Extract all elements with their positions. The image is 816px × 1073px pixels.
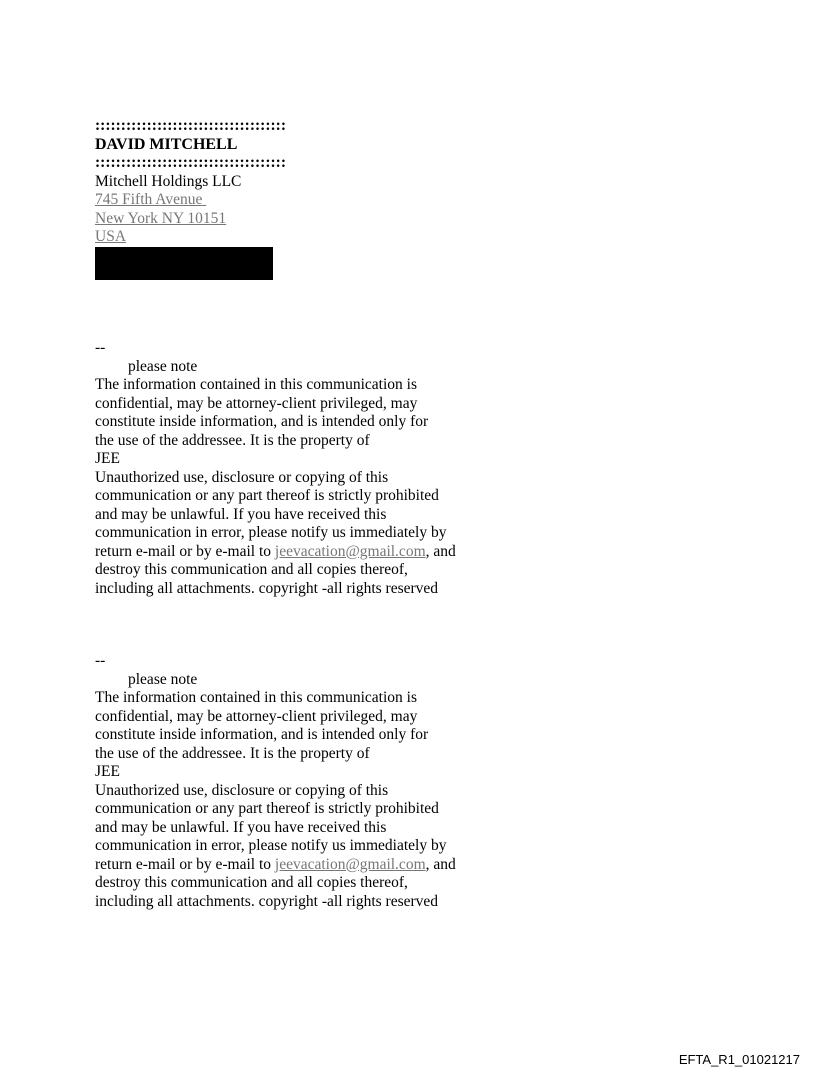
redaction-box [95,247,273,280]
notice-text-line: including all attachments. copyright -all rights reserved [95,892,439,910]
notice-separator: -- [95,339,106,356]
notice-owner: JEE [95,763,120,780]
email-suffix: , and [425,542,456,560]
confidentiality-notice [95,339,475,598]
signature-name: DAVID MITCHELL [95,135,238,153]
email-link[interactable]: jeevacation@gmail.com [274,542,426,560]
address-street-link[interactable]: 745 Fifth Avenue [95,191,207,208]
notice-text-line: and may be unlawful. If you have received this [95,818,387,836]
notice-text-line: communication or any part thereof is strictly prohibited [95,800,439,817]
notice-text-line: confidential, may be attorney-client privileged, may [95,394,418,412]
email-signature [95,117,286,247]
email-link[interactable]: jeevacation@gmail.com [274,855,426,873]
email-prefix: return e-mail or by e-mail to [95,855,275,873]
notice-email-line [95,856,475,875]
notice-text-line: Unauthorized use, disclosure or copying of this [95,468,389,486]
notice-email-line [95,543,475,562]
notice-heading: please note [128,357,198,375]
notice-heading: please note [128,670,198,688]
confidentiality-notice [95,652,475,911]
notice-separator: -- [95,652,106,669]
notice-text-line: confidential, may be attorney-client privileged, may [95,707,418,725]
notice-text-line: communication in error, please notify us immediately by [95,524,447,541]
notice-text-line: destroy this communication and all copies thereof, [95,874,408,891]
signature-dots-bottom: ::::::::::::::::::::::::::::::::::::: [95,154,286,171]
email-prefix: return e-mail or by e-mail to [95,542,275,560]
notice-text-line: Unauthorized use, disclosure or copying of this [95,781,389,799]
document-id: EFTA_R1_01021217 [678,1052,800,1067]
notice-text-line: The information contained in this communication is [95,376,417,393]
notice-text-line: the use of the addressee. It is the property of [95,744,370,762]
signature-dots-top: ::::::::::::::::::::::::::::::::::::: [95,117,286,134]
notice-text-line: communication in error, please notify us immediately by [95,837,447,854]
notice-text-line: constitute inside information, and is intended only for [95,726,429,743]
address-country-link[interactable]: USA [95,228,127,245]
notice-text-line: including all attachments. copyright -all rights reserved [95,579,439,597]
notice-text-line: destroy this communication and all copies thereof, [95,561,408,578]
notice-text-line: constitute inside information, and is intended only for [95,413,429,430]
notice-text-line: The information contained in this communication is [95,689,417,706]
notice-text-line: and may be unlawful. If you have received this [95,505,387,523]
email-suffix: , and [425,855,456,873]
notice-owner: JEE [95,450,120,467]
notice-text-line: the use of the addressee. It is the property of [95,431,370,449]
address-city-link[interactable]: New York NY 10151 [95,209,227,227]
signature-company: Mitchell Holdings LLC [95,172,242,190]
notice-text-line: communication or any part thereof is strictly prohibited [95,487,439,504]
